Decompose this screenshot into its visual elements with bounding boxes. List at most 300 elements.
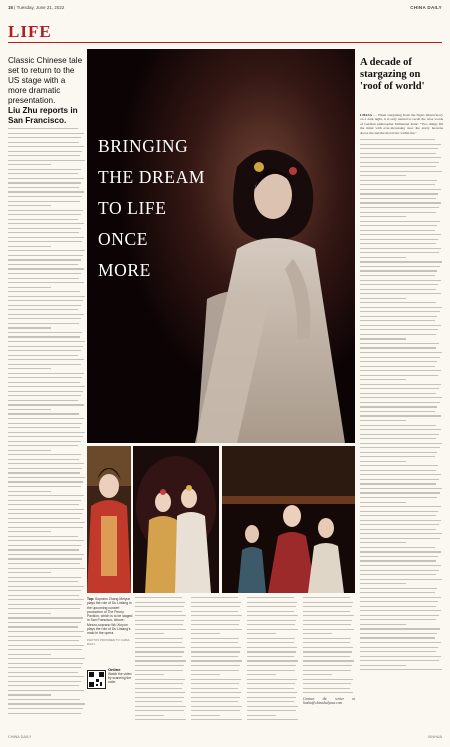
body-column-3 — [191, 597, 243, 727]
text-line — [8, 477, 85, 478]
text-line — [360, 370, 441, 371]
text-line — [8, 287, 51, 288]
text-line — [8, 377, 82, 378]
text-line — [135, 656, 182, 657]
text-line — [8, 409, 51, 410]
text-line — [8, 201, 80, 202]
text-line — [191, 710, 240, 711]
text-line — [303, 642, 350, 643]
photo-stage-scene — [222, 446, 355, 593]
text-line — [360, 492, 440, 493]
text-line — [247, 615, 298, 616]
text-line — [8, 472, 80, 473]
text-line — [360, 180, 437, 181]
text-line — [8, 450, 51, 451]
text-line — [8, 164, 51, 165]
text-line — [8, 133, 84, 134]
text-line — [360, 261, 442, 262]
text-line — [247, 651, 296, 652]
text-line — [191, 620, 240, 621]
footer-right: XINHUA — [427, 735, 442, 739]
text-line — [191, 647, 241, 648]
text-line — [8, 228, 81, 229]
text-line — [360, 184, 435, 185]
stage-duet-illustration — [133, 446, 219, 593]
text-line — [135, 683, 183, 684]
text-line — [8, 391, 83, 392]
text-line — [247, 611, 294, 612]
text-line — [247, 701, 294, 702]
text-line — [247, 706, 298, 707]
sidebar-headline: A decade of stargazing on 'roof of world' — [360, 57, 425, 92]
text-line — [360, 338, 406, 339]
text-line — [191, 660, 242, 661]
text-line — [8, 128, 78, 129]
text-line — [8, 522, 85, 523]
text-line — [303, 683, 351, 684]
stage-scene-illustration — [222, 446, 355, 593]
text-line — [8, 636, 81, 637]
text-line — [360, 216, 406, 217]
text-line — [8, 196, 82, 197]
text-line — [8, 531, 51, 532]
text-line — [360, 357, 440, 358]
text-line — [303, 670, 351, 671]
text-line — [360, 533, 442, 534]
text-line — [303, 615, 354, 616]
text-line — [135, 697, 184, 698]
text-line — [360, 302, 436, 303]
text-line — [360, 375, 438, 376]
text-line — [247, 715, 276, 716]
text-line — [360, 202, 441, 203]
text-line — [135, 715, 164, 716]
text-line — [8, 699, 80, 700]
text-line — [360, 411, 435, 412]
text-line — [303, 633, 332, 634]
text-line — [135, 629, 186, 630]
text-line — [8, 509, 84, 510]
text-line — [360, 347, 436, 348]
text-line — [8, 241, 82, 242]
text-line — [360, 388, 439, 389]
text-line — [135, 688, 182, 689]
text-line — [360, 574, 436, 575]
text-line — [8, 685, 79, 686]
text-line — [8, 237, 84, 238]
text-line — [303, 656, 350, 657]
text-line — [360, 425, 436, 426]
text-line — [360, 234, 441, 235]
text-line — [8, 137, 81, 138]
text-line — [8, 191, 84, 192]
text-line — [360, 502, 406, 503]
text-line — [191, 633, 220, 634]
text-line — [303, 692, 353, 693]
text-line — [135, 638, 183, 639]
text-line — [8, 219, 78, 220]
text-line — [191, 706, 242, 707]
text-line — [247, 597, 294, 598]
text-line — [360, 651, 436, 652]
text-line — [8, 364, 81, 365]
text-line — [360, 420, 406, 421]
text-line — [8, 468, 82, 469]
text-line — [360, 415, 441, 416]
text-line — [135, 602, 185, 603]
text-line — [8, 436, 83, 437]
text-line — [8, 495, 84, 496]
text-line — [360, 148, 438, 149]
text-line — [247, 719, 298, 720]
text-line — [247, 670, 295, 671]
performer-illustration — [87, 446, 131, 593]
text-line — [8, 350, 81, 351]
text-line — [303, 620, 352, 621]
text-line — [191, 629, 242, 630]
text-line — [247, 679, 297, 680]
text-line — [360, 570, 439, 571]
text-line — [247, 606, 296, 607]
text-line — [8, 355, 78, 356]
text-line — [360, 579, 442, 580]
text-line — [360, 239, 438, 240]
text-line — [360, 379, 406, 380]
text-line — [360, 157, 441, 158]
text-line — [8, 359, 84, 360]
text-line — [247, 647, 297, 648]
text-line — [360, 230, 435, 231]
text-line — [360, 628, 440, 629]
text-line — [360, 225, 437, 226]
text-line — [247, 629, 298, 630]
text-line — [360, 289, 436, 290]
text-line — [360, 334, 436, 335]
text-line — [360, 506, 441, 507]
text-line — [360, 565, 441, 566]
text-line — [247, 688, 294, 689]
text-line — [303, 674, 332, 675]
text-line — [8, 545, 81, 546]
text-line — [135, 719, 186, 720]
text-line — [247, 692, 297, 693]
text-line — [247, 656, 294, 657]
text-line — [360, 447, 440, 448]
text-line — [8, 617, 83, 618]
text-line — [360, 524, 439, 525]
text-line — [8, 713, 81, 714]
text-line — [8, 160, 85, 161]
text-line — [8, 155, 80, 156]
text-line — [8, 273, 81, 274]
text-line — [247, 602, 297, 603]
text-line — [8, 386, 85, 387]
text-line — [247, 620, 296, 621]
text-line — [360, 488, 442, 489]
text-line — [8, 264, 78, 265]
contact-line: Contact the writer at liuzhu@chinadailyusa.com — [303, 696, 355, 706]
section-title: LIFE — [8, 22, 52, 41]
text-line — [191, 701, 238, 702]
text-line — [360, 429, 441, 430]
text-line — [8, 395, 81, 396]
footer-left: CHINA DAILY — [8, 735, 32, 739]
text-line — [360, 393, 436, 394]
text-line — [8, 268, 84, 269]
text-line — [135, 633, 164, 634]
text-line — [191, 602, 241, 603]
qr-code[interactable] — [87, 670, 106, 689]
text-line — [303, 647, 353, 648]
text-line — [303, 660, 354, 661]
text-line — [8, 672, 78, 673]
text-line — [191, 683, 239, 684]
text-line — [8, 309, 78, 310]
text-line — [360, 592, 435, 593]
headline-line: TO LIFE — [98, 198, 167, 218]
text-line — [8, 146, 84, 147]
text-line — [247, 638, 295, 639]
body-column-1 — [8, 128, 86, 728]
text-line — [135, 615, 186, 616]
text-line — [8, 427, 80, 428]
text-line — [8, 142, 79, 143]
page-number: 16 — [8, 5, 14, 10]
text-line — [8, 373, 84, 374]
text-line — [360, 406, 437, 407]
photo-stage-duet — [133, 446, 219, 593]
text-line — [8, 368, 51, 369]
text-line — [247, 674, 276, 675]
text-line — [360, 551, 441, 552]
text-line — [360, 311, 440, 312]
text-line — [191, 656, 238, 657]
text-line — [360, 162, 439, 163]
text-line — [8, 681, 81, 682]
text-line — [360, 456, 435, 457]
text-line — [303, 665, 352, 666]
text-line — [8, 595, 79, 596]
text-line — [8, 554, 84, 555]
text-line — [8, 314, 84, 315]
text-line — [191, 674, 220, 675]
text-line — [8, 568, 85, 569]
text-line — [8, 626, 78, 627]
hero-headline — [98, 131, 248, 286]
text-line — [135, 620, 184, 621]
text-line — [8, 223, 84, 224]
text-line — [360, 270, 437, 271]
text-line — [360, 656, 441, 657]
sidebar-dateline: LHASA — [360, 113, 373, 117]
text-line — [191, 715, 220, 716]
text-line — [360, 588, 437, 589]
text-line — [360, 212, 436, 213]
text-line — [360, 601, 438, 602]
text-line — [303, 602, 353, 603]
text-line — [8, 527, 83, 528]
body-text-lines — [8, 128, 86, 714]
headline-line: MORE — [98, 260, 151, 280]
text-line — [8, 667, 81, 668]
text-line — [8, 382, 80, 383]
text-line — [360, 511, 438, 512]
text-line — [8, 400, 78, 401]
text-line — [360, 434, 439, 435]
text-line — [8, 690, 84, 691]
text-line — [191, 611, 238, 612]
headline-line: ONCE — [98, 229, 149, 249]
page-footer — [8, 735, 442, 739]
text-line — [135, 706, 186, 707]
text-line — [135, 679, 185, 680]
text-line — [8, 563, 80, 564]
text-line — [8, 341, 85, 342]
sidebar-story — [360, 49, 443, 704]
text-line — [247, 660, 298, 661]
text-line — [8, 481, 83, 482]
text-line — [8, 296, 85, 297]
body-text-lines — [135, 597, 187, 720]
text-line — [360, 153, 436, 154]
body-text-lines — [360, 139, 443, 670]
text-line — [8, 278, 79, 279]
text-line — [360, 624, 406, 625]
text-line — [191, 665, 240, 666]
text-line — [8, 255, 83, 256]
text-line — [8, 300, 83, 301]
text-line — [8, 694, 51, 695]
text-line — [360, 483, 436, 484]
text-line — [8, 173, 78, 174]
text-line — [303, 638, 351, 639]
text-line — [191, 697, 240, 698]
caption-label: Top: — [87, 597, 95, 601]
text-line — [135, 670, 183, 671]
text-line — [360, 669, 442, 670]
text-line — [135, 665, 184, 666]
body-text-lines — [247, 597, 299, 720]
text-line — [360, 325, 441, 326]
text-line — [8, 590, 81, 591]
text-line — [303, 688, 350, 689]
body-column-5 — [303, 597, 355, 727]
text-line — [8, 432, 85, 433]
text-line — [360, 438, 436, 439]
text-line — [360, 343, 439, 344]
headline-line: THE DREAM — [98, 167, 205, 187]
body-column-2 — [135, 597, 187, 727]
text-line — [360, 538, 440, 539]
text-line — [360, 384, 441, 385]
text-line — [191, 642, 238, 643]
text-line — [8, 169, 81, 170]
section-rule — [8, 42, 442, 43]
text-line — [8, 586, 84, 587]
text-line — [247, 633, 276, 634]
deck-text: Classic Chinese tale set to return to the US stage with a more dramatic presentation. — [8, 56, 83, 105]
text-line — [8, 658, 85, 659]
text-line — [360, 293, 441, 294]
text-line — [135, 692, 185, 693]
text-line — [191, 651, 240, 652]
text-line — [8, 504, 79, 505]
text-line — [360, 520, 441, 521]
photo-performer-portrait — [87, 446, 131, 593]
text-line — [8, 404, 84, 405]
text-line — [360, 465, 438, 466]
text-line — [8, 336, 80, 337]
text-line — [360, 284, 438, 285]
body-text-lines — [303, 597, 355, 693]
text-line — [360, 619, 436, 620]
text-line — [8, 703, 85, 704]
text-line — [303, 597, 350, 598]
text-line — [360, 474, 441, 475]
text-line — [360, 637, 435, 638]
text-line — [8, 291, 80, 292]
text-line — [8, 663, 83, 664]
body-column-4 — [247, 597, 299, 727]
text-line — [360, 280, 441, 281]
text-line — [303, 629, 354, 630]
text-line — [360, 257, 406, 258]
text-line — [360, 479, 439, 480]
text-line — [8, 205, 51, 206]
text-line — [360, 361, 437, 362]
text-line — [360, 542, 406, 543]
text-line — [8, 413, 79, 414]
text-line — [360, 452, 437, 453]
text-line — [360, 515, 436, 516]
text-line — [8, 491, 51, 492]
text-line — [191, 638, 239, 639]
text-line — [303, 606, 352, 607]
text-line — [135, 710, 184, 711]
text-line — [360, 642, 441, 643]
byline: Liu Zhu reports in San Francisco. — [8, 106, 78, 125]
text-line — [8, 250, 85, 251]
text-line — [247, 683, 295, 684]
text-line — [360, 189, 441, 190]
text-line — [8, 613, 51, 614]
text-line — [303, 624, 351, 625]
text-line — [360, 606, 436, 607]
text-line — [8, 572, 51, 573]
text-line — [360, 352, 442, 353]
text-line — [8, 318, 81, 319]
text-line — [8, 581, 78, 582]
text-line — [191, 670, 239, 671]
text-line — [360, 529, 436, 530]
text-line — [360, 560, 436, 561]
text-line — [8, 282, 84, 283]
text-line — [135, 624, 183, 625]
online-label: Online — [108, 667, 121, 672]
text-line — [360, 597, 441, 598]
text-line — [191, 606, 240, 607]
text-line — [8, 500, 81, 501]
text-line — [8, 640, 79, 641]
text-line — [360, 221, 440, 222]
text-line — [247, 710, 296, 711]
photo-credit: PHOTOS PROVIDED TO CHINA DAILY — [87, 637, 130, 646]
text-line — [360, 166, 436, 167]
text-line — [8, 418, 84, 419]
text-line — [360, 171, 442, 172]
sidebar-body: LHASA — When stargazing from the Ngari Observatory on a dark night, it is only natural to recall the wise words of German philosopher Immanuel Kant: "Two things fill the mind with ever-increasing awe: the starry heavens above me and the moral law within me." — [360, 113, 443, 689]
text-line — [360, 633, 437, 634]
